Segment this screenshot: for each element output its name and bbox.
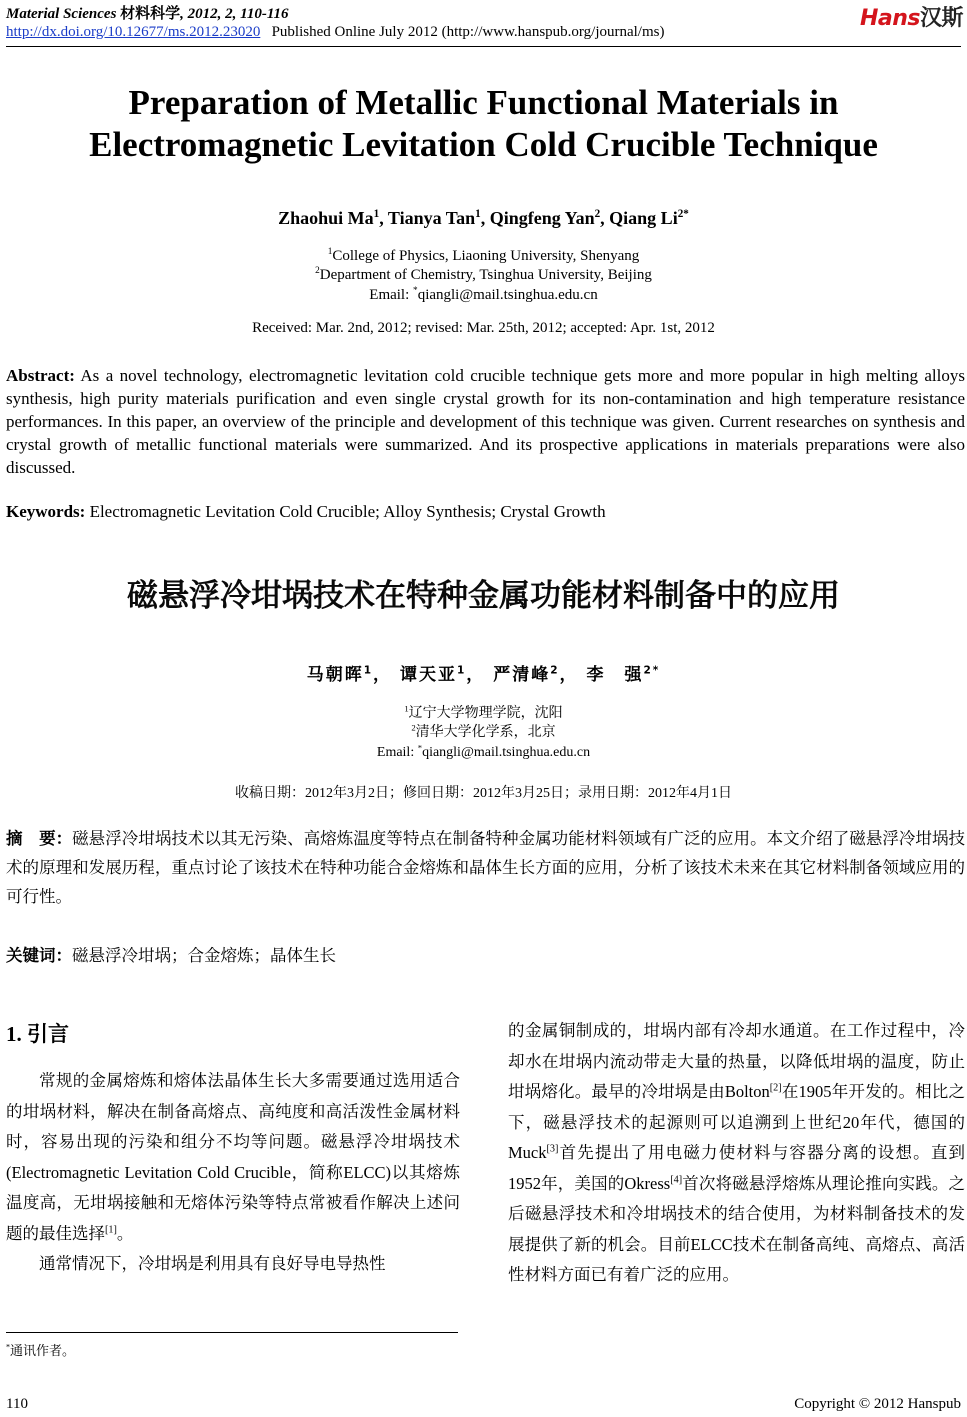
author-list: Zhaohui Ma$^1$, Tianya Tan$^1$, Qingfeng Yan$^2$, Qiang $Li^{2*}$ [278,208,689,228]
citation-ref[interactable]: [2] [769,1082,782,1094]
chinese-received-dates: 收稿日期：2012年3月2日；修回日期：2012年3月25日；录用日期：2012年4月1日 [235,786,732,801]
header-divider [6,46,961,47]
title-line-1: Preparation of Metallic Functional Materials in [128,83,839,122]
footnote-mark: * [6,1342,11,1352]
email-mark: * [413,286,418,296]
email-label: Email: [376,745,418,760]
footnote [6,1340,75,1359]
paragraph [6,1066,460,1249]
chinese-corresponding-email [0,743,967,763]
chinese-abstract-text: 磁悬浮冷坩埚技术以其无污染、高熔炼温度等特点在制备特种金属功能材料领域有广泛的应用。本文介绍了磁悬浮冷坩埚技术的原理和发展历程，重点讨论了该技术在特种功能合金熔炼和晶体生长方面的应用，分析了该技术未来在其它材料制备领域应用的可行性。 [6,829,966,906]
left-column [6,1066,460,1280]
author-affiliation-mark: 2* [677,208,689,220]
author-name: 严清峰 [493,665,551,685]
affiliation-mark: 1 [327,247,333,257]
journal-citation [6,2,289,23]
email-mark: * [417,742,423,753]
journal-volume: , 2012, 2, 110-116 [180,6,289,22]
author-name: 李 强 [586,665,644,685]
received-dates: Received: Mar. 2nd, 2012; revised: Mar. 25th, 2012; accepted: Apr. 1st, 2012 [252,320,715,336]
paragraph-text: 。 [116,1223,134,1243]
paragraph-text: 在1905年开发的。相比之下，磁悬浮技术的起源则可以追溯到上世纪20年代，德国的Muck [508,1082,965,1162]
email-label: Email: [369,287,414,303]
affiliation-2 [0,265,967,285]
citation-ref[interactable]: [4] [670,1174,683,1185]
abstract-label: Abstract: [6,366,75,385]
citation-ref[interactable]: [3] [546,1143,559,1155]
chinese-title: 磁悬浮冷坩埚技术在特种金属功能材料制备中的应用 [127,578,840,614]
affiliation-mark: 2 [411,722,416,733]
affiliation-1 [0,246,967,266]
chinese-abstract-label: 摘 要： [6,829,73,848]
logo-text: Hans [859,6,920,31]
affiliation-text: Department of Chemistry, Tsinghua University, Beijing [319,267,652,283]
published-info: Published Online July 2012 (http://www.hanspub.org/journal/ms) [271,24,665,40]
chinese-abstract [6,824,965,911]
chinese-keywords-label: 关键词： [6,946,72,965]
keywords-label: Keywords: [6,502,86,521]
author-affiliation-mark: 1 [373,208,380,220]
logo-text-cn: 汉斯 [919,6,963,31]
paragraph-text: 首先提出了用电磁力使材料与容器分离的设想。直到1952年，美国的Okress [508,1143,965,1193]
journal-name-cn: 材料科学 [120,6,181,22]
author-affiliation-mark: 2 [550,664,560,677]
citation-ref[interactable]: [1] [105,1224,117,1235]
keywords-text: Electromagnetic Levitation Cold Crucible; Alloy Synthesis; Crystal Growth [89,502,606,521]
email-address[interactable]: qiangli@mail.tsinghua.edu.cn [422,745,591,760]
affiliation-text: College of Physics, Liaoning University, Shenyang [332,248,640,264]
affiliation-mark: 2 [315,266,320,276]
abstract-text: As a novel technology, electromagnetic levitation cold crucible technique gets more and more popular in high melting alloys synthesis, high purity materials purification and even single crystal growth for its non-contamination and high temperature resistance performances. In this paper, an overview of the principle and development of this technique was given. Current researches on synthesis and crystal growth of metallic functional materials were summarized. And its prospective applications in materials preparations were also discussed. [6,366,965,477]
title-line-2: Electromagnetic Levitation Cold Crucible Technique [89,125,878,164]
author-affiliation-mark: 2* [643,664,661,677]
author-name: Tianya Tan [387,208,476,228]
footnote-text: 通讯作者。 [10,1343,76,1358]
author-name: 谭天亚 [399,665,457,685]
section-heading-introduction: 1. 引言 [6,1022,69,1046]
paragraph: 通常情况下，冷坩埚是利用具有良好导电导热性 [39,1254,386,1273]
author-separator: ， [466,665,486,685]
chinese-keywords-text: 磁悬浮冷坩埚；合金熔炼；晶体生长 [72,946,336,965]
footnote-divider [6,1332,458,1333]
hanspub-logo [860,1,963,32]
author-separator: ， [373,665,393,685]
author-name: Zhaohui Ma [278,208,374,228]
affiliation-mark: 1 [404,703,409,714]
author-name: 马朝晖 [306,665,364,685]
affiliation-text: 清华大学化学系，北京 [415,725,556,740]
author-affiliation-mark: 1 [363,664,374,677]
author-affiliation-mark: 2 [594,208,601,220]
right-column [508,1016,965,1291]
author-affiliation-mark: 1 [475,208,481,220]
affiliation-text: 辽宁大学物理学院，沈阳 [408,706,563,721]
abstract [6,364,965,479]
author-name: Qingfeng Yan [489,208,595,228]
chinese-affiliation-2 [0,723,967,743]
chinese-author-list [0,660,967,685]
corresponding-email [0,285,967,305]
author-name: Qiang Li [609,208,678,228]
chinese-keywords [6,942,965,966]
journal-name: Material Sciences [6,6,117,22]
email-address[interactable]: qiangli@mail.tsinghua.edu.cn [417,287,598,303]
copyright: Copyright © 2012 Hanspub [794,1396,961,1412]
paragraph-text: 的金属铜制成的，坩埚内部有冷却水通道。在工作过程中，冷却水在坩埚内流动带走大量的热量，以降低坩埚的温度，防止坩埚熔化。最早的冷坩埚是由Bolton [508,1021,965,1101]
page-number: 110 [6,1396,28,1412]
doi-link[interactable]: http://dx.doi.org/10.12677/ms.2012.23020 [6,24,261,40]
paragraph-text: 首次将磁悬浮熔炼从理论推向实践。之后磁悬浮技术和冷坩埚技术的结合使用，为材料制备技术的发展提供了新的机会。目前ELCC技术在制备高纯、高熔点、高活性材料方面已有着广泛的应用。 [508,1173,966,1284]
author-separator: ， [559,665,579,685]
chinese-affiliation-1 [0,704,967,724]
author-affiliation-mark: 1 [456,664,467,677]
doi-line [6,24,664,41]
paragraph-text: 常规的金属熔炼和熔体法晶体生长大多需要通过选用适合的坩埚材料，解决在制备高熔点、高纯度和高活泼性金属材料时，容易出现的污染和组分不均等问题。磁悬浮冷坩埚技术(Electromagnetic Levitation Cold Crucible，简称ELCC)以其熔炼温度高，无坩埚接触和无熔体污染等特点常被看作解决上述问题的最佳选择 [6,1071,460,1243]
paper-title [0,82,967,166]
keywords [6,502,965,522]
